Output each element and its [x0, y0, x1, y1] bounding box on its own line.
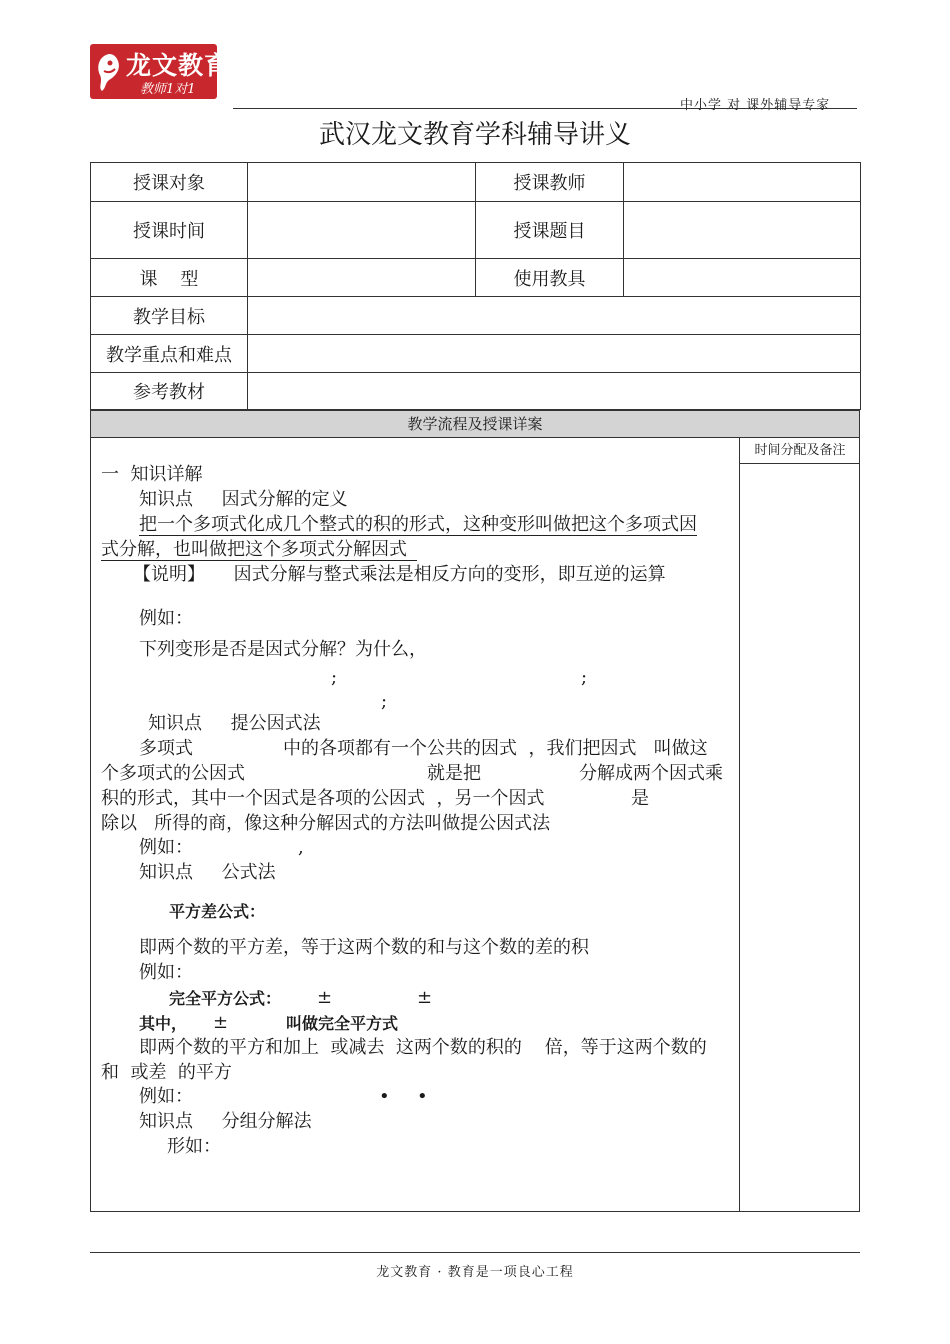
example-label-3: 例如：	[139, 962, 193, 983]
plus-minus-2: ±	[417, 987, 433, 1008]
definition-text-2: 式分解，也叫做把这个多项式分解因式	[101, 539, 417, 561]
common-factor-text-2b: 就是把	[427, 763, 481, 784]
value-tools	[624, 259, 861, 297]
value-time	[248, 202, 476, 259]
common-factor-text-3b: 是	[631, 788, 649, 809]
perfect-square-text-2: 和 或差 的平方	[101, 1062, 232, 1083]
knowledge-point-definition: 知识点 因式分解的定义	[139, 489, 348, 510]
notes-column-header: 时间分配及备注	[740, 438, 860, 464]
value-teacher	[624, 163, 861, 202]
definition-text-1: 把一个多项式化成几个整式的积的形式，这种变形叫做把这个多项式因	[139, 514, 697, 535]
value-type	[248, 259, 476, 297]
label-object: 授课对象	[91, 163, 248, 202]
label-reference: 参考教材	[91, 373, 248, 410]
dot-mark-1: •	[379, 1086, 390, 1107]
difference-of-squares-heading: 平方差公式：	[169, 902, 266, 921]
semicolon-3: ;	[381, 691, 388, 712]
definition-text-line1	[139, 514, 697, 536]
value-topic	[624, 202, 861, 259]
label-time: 授课时间	[91, 202, 248, 259]
value-goal	[248, 297, 861, 335]
perfect-square-where: 其中，	[139, 1014, 188, 1033]
page-title: 武汉龙文教育学科辅导讲义	[318, 120, 631, 150]
semicolon-2: ;	[581, 667, 588, 688]
value-object	[248, 163, 476, 202]
label-topic: 授课题目	[476, 202, 624, 259]
semicolon-1: ;	[331, 667, 338, 688]
example-label: 例如：	[139, 608, 193, 629]
section-heading: 一 知识详解	[101, 464, 203, 485]
brand-logo	[90, 44, 231, 99]
example-label-2: 例如：	[139, 837, 193, 858]
label-tools: 使用教具	[476, 259, 624, 297]
perfect-square-heading: 完全平方公式：	[169, 989, 282, 1008]
knowledge-point-grouping: 知识点 分组分解法	[139, 1111, 312, 1132]
label-keypoints: 教学重点和难点	[91, 335, 248, 373]
common-factor-text-4: 除以 所得的商，像这种分解因式的方法叫做提公因式法	[101, 813, 551, 834]
common-factor-text-1b: 中的各项都有一个公共的因式 ，我们把因式 叫做这	[283, 738, 708, 759]
logo-subtitle: 教师1对1	[140, 82, 196, 97]
definition-text-line2	[101, 539, 417, 561]
common-factor-text-3a: 积的形式，其中一个因式是各项的公因式 ，另一个因式	[101, 788, 545, 809]
value-reference	[248, 373, 861, 410]
note-text: 【说明】 因式分解与整式乘法是相反方向的变形，即互逆的运算	[133, 564, 666, 585]
tagline: 中小学 对 课外辅导专家	[680, 98, 831, 113]
dragon-logo-icon	[94, 51, 124, 93]
common-factor-text-1a: 多项式	[139, 738, 193, 759]
label-type: 课 型	[91, 259, 248, 297]
comma-mark: ,	[298, 837, 304, 858]
label-teacher: 授课教师	[476, 163, 624, 202]
footer-text: 龙文教育 · 教育是一项良心工程	[376, 1265, 574, 1280]
plus-minus-3: ±	[213, 1012, 229, 1033]
example-label-4: 例如：	[139, 1086, 193, 1107]
knowledge-point-formula: 知识点 公式法	[139, 862, 276, 883]
dot-mark-2: •	[417, 1086, 428, 1107]
difference-of-squares-text: 即两个数的平方差，等于这两个数的和与这个数的差的积	[139, 937, 589, 958]
notes-column	[739, 438, 860, 1211]
perfect-square-text-1: 即两个数的平方和加上 或减去 这两个数的积的 倍，等于这两个数的	[139, 1037, 707, 1058]
common-factor-text-2c: 分解成两个因式乘	[579, 763, 723, 784]
plus-minus-1: ±	[317, 987, 333, 1008]
info-table	[90, 162, 861, 410]
label-goal: 教学目标	[91, 297, 248, 335]
teaching-process-section	[90, 410, 860, 1212]
question-text: 下列变形是否是因式分解？为什么，	[139, 639, 427, 660]
header-divider	[233, 108, 857, 109]
footer-divider	[90, 1252, 860, 1253]
process-header: 教学流程及授课详案	[91, 411, 859, 438]
form-label: 形如：	[167, 1136, 221, 1157]
common-factor-text-2a: 个多项式的公因式	[101, 763, 245, 784]
knowledge-point-common-factor: 知识点 提公因式法	[148, 713, 321, 734]
perfect-square-term: 叫做完全平方式	[286, 1014, 399, 1033]
logo-name: 龙文教育	[126, 51, 231, 80]
value-keypoints	[248, 335, 861, 373]
